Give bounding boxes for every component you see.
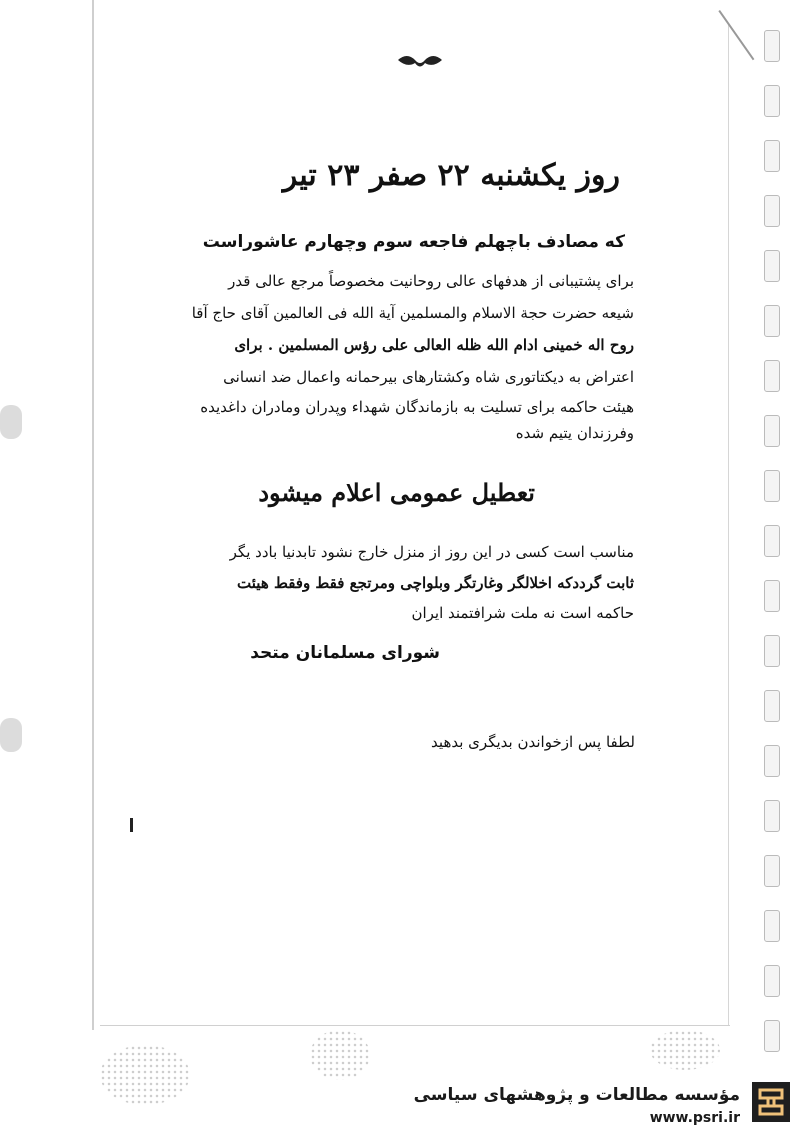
binder-tab xyxy=(764,800,780,832)
punch-hole xyxy=(0,405,22,439)
announcement-heading: تعطیل عمومی اعلام میشود xyxy=(258,478,535,507)
paper-edge-right xyxy=(728,25,729,1025)
binder-tab xyxy=(764,910,780,942)
paragraph-line: شیعه حضرت حجة الاسلام والمسلمین آیة الله فی العالمین آقای حاج آقا xyxy=(191,304,634,322)
paragraph-line: وفرزندان یتیم شده xyxy=(515,424,634,442)
paragraph-line: مناسب است کسی در این روز از منزل خارج نشود تابدنیا بادد یگر xyxy=(229,543,634,561)
scan-noise xyxy=(100,1045,190,1105)
paragraph-line: برای پشتیبانی از هدفهای عالی روحانیت مخصوصاً مرجع عالی قدر xyxy=(228,272,634,290)
institute-url[interactable]: www.psri.ir xyxy=(649,1110,740,1126)
binder-tab xyxy=(764,690,780,722)
binder-tab xyxy=(764,525,780,557)
binder-tab xyxy=(764,580,780,612)
binder-tab xyxy=(764,635,780,667)
signature: شورای مسلمانان متحد xyxy=(250,643,440,663)
binder-tab xyxy=(764,305,780,337)
scan-noise xyxy=(650,1030,720,1070)
paragraph-line: اعتراض به دیکتاتوری شاه وکشتارهای بیرحمانه واعمال ضد انسانی xyxy=(223,368,634,386)
binder-tab xyxy=(764,965,780,997)
folded-corner xyxy=(718,10,754,60)
binder-tab xyxy=(764,1020,780,1052)
paragraph-line: روح اله خمینی ادام الله ظله العالی علی رؤس المسلمین . برای xyxy=(234,336,634,354)
binder-tab xyxy=(764,30,780,62)
binder-tab xyxy=(764,470,780,502)
footer-watermark xyxy=(413,1080,800,1140)
punch-hole xyxy=(0,718,22,752)
binder-tab xyxy=(764,360,780,392)
scan-noise xyxy=(310,1030,370,1080)
binder-tab xyxy=(764,85,780,117)
paragraph-line: هیئت حاکمه برای تسلیت به بازماندگان شهداء وپدران ومادران داغدیده xyxy=(200,398,634,416)
binder-tab xyxy=(764,195,780,227)
institute-name: مؤسسه مطالعات و پژوهشهای سیاسی xyxy=(413,1085,740,1105)
subtitle: که مصادف باچهلم فاجعه سوم وچهارم عاشوراست xyxy=(202,232,625,252)
paper-edge-left xyxy=(92,0,94,1030)
binder-tab xyxy=(764,415,780,447)
binder-tab xyxy=(764,250,780,282)
binder-tab xyxy=(764,855,780,887)
paragraph-line: حاکمه است نه ملت شرافتمند ایران xyxy=(411,604,634,622)
ink-mark xyxy=(130,818,133,832)
paper-edge-bottom xyxy=(100,1025,730,1026)
paragraph-line: ثابت گرددکه اخلالگر وغارتگر وبلواچی ومرتجع فقط وفقط هیئت xyxy=(237,574,634,592)
binder-tab xyxy=(764,745,780,777)
page-title: روز یکشنبه ۲۲ صفر ۲۳ تیر xyxy=(282,158,620,193)
psri-logo-icon xyxy=(752,1082,790,1122)
closing-note: لطفا پس ازخواندن بدیگری بدهید xyxy=(431,733,635,751)
binder-tab xyxy=(764,140,780,172)
ornament-icon xyxy=(395,50,445,70)
